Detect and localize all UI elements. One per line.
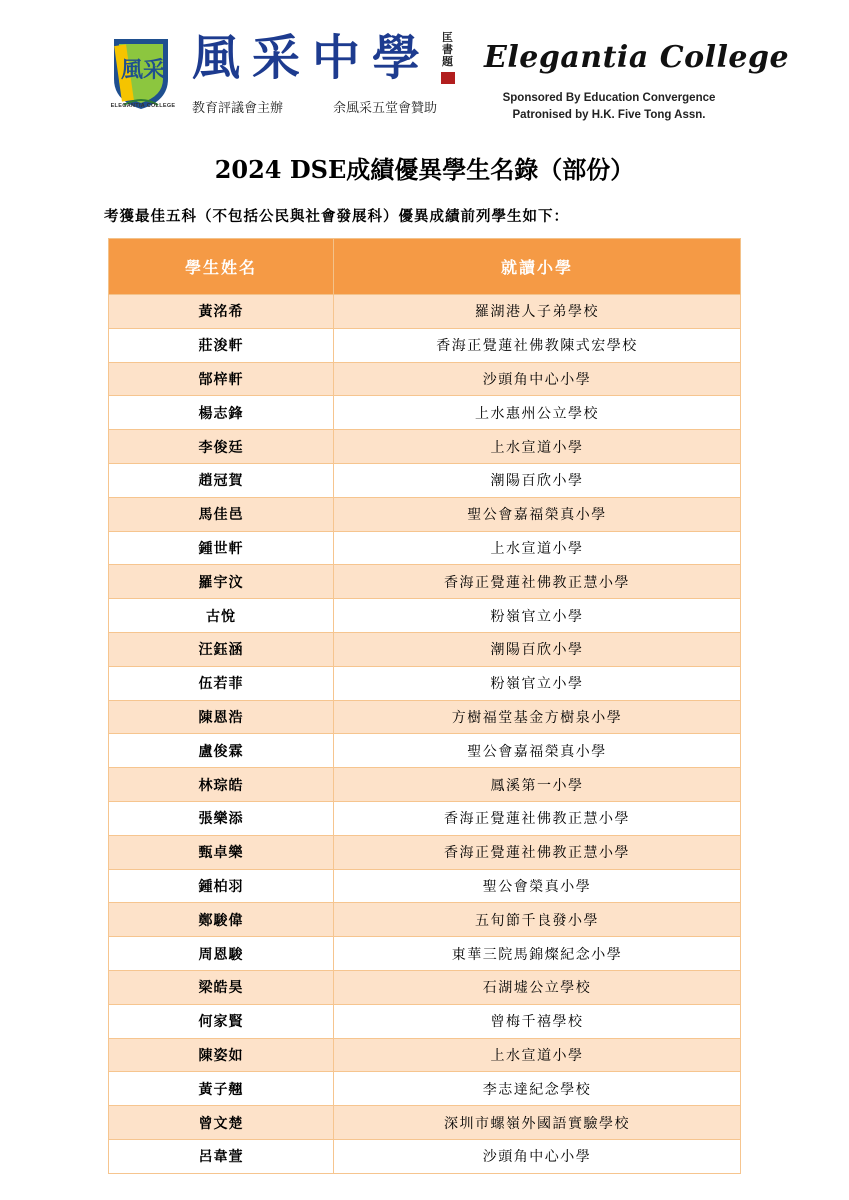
primary-school-cell: 李志達紀念學校 (334, 1072, 741, 1106)
student-name-cell: 趙冠賀 (109, 463, 334, 497)
student-name-cell: 楊志鋒 (109, 396, 334, 430)
intro-text: 考獲最佳五科（不包括公民與社會發展科）優異成績前列學生如下： (104, 209, 569, 225)
primary-school-cell: 香海正覺蓮社佛教正慧小學 (334, 801, 741, 835)
student-name-cell: 曾文楚 (109, 1106, 334, 1140)
student-name-cell: 郜梓軒 (109, 362, 334, 396)
primary-school-cell: 上水宣道小學 (334, 1038, 741, 1072)
table-row (109, 531, 741, 565)
primary-school-cell: 香海正覺蓮社佛教陳式宏學校 (334, 328, 741, 362)
table-row (109, 666, 741, 700)
table-row (109, 328, 741, 362)
table-row (109, 903, 741, 937)
student-name-cell: 何家賢 (109, 1004, 334, 1038)
student-name-cell: 伍若菲 (109, 666, 334, 700)
student-name-cell: 林琮皓 (109, 768, 334, 802)
primary-school-cell: 方樹福堂基金方樹泉小學 (334, 700, 741, 734)
student-name-cell: 甄卓樂 (109, 835, 334, 869)
table-row (109, 565, 741, 599)
table-row (109, 599, 741, 633)
table-row (109, 700, 741, 734)
table-row (109, 463, 741, 497)
table-row (109, 430, 741, 464)
header-primary-school: 就讀小學 (334, 239, 741, 295)
school-name-cn: 風采中學 (192, 30, 433, 86)
sponsor-text-en: Sponsored By Education Convergence (502, 92, 716, 104)
primary-school-cell: 聖公會嘉福榮真小學 (334, 497, 741, 531)
student-name-cell: 李俊廷 (109, 430, 334, 464)
table-body (109, 295, 741, 1174)
page-title: 2024 DSE成績優異學生名錄（部份） (214, 155, 635, 184)
results-table (108, 238, 741, 1174)
primary-school-cell: 沙頭角中心小學 (334, 1139, 741, 1173)
student-name-cell: 黃子翹 (109, 1072, 334, 1106)
primary-school-cell: 上水宣道小學 (334, 430, 741, 464)
primary-school-cell: 石湖墟公立學校 (334, 970, 741, 1004)
table-row (109, 1072, 741, 1106)
table-row (109, 1106, 741, 1140)
table-row (109, 768, 741, 802)
header-student-name: 學生姓名 (109, 239, 334, 295)
table-row (109, 1038, 741, 1072)
student-name-cell: 莊浚軒 (109, 328, 334, 362)
primary-school-cell: 聖公會嘉福榮真小學 (334, 734, 741, 768)
primary-school-cell: 深圳市螺嶺外國語實驗學校 (334, 1106, 741, 1140)
table-row (109, 362, 741, 396)
school-name-en: Elegantia College (484, 40, 790, 75)
primary-school-cell: 五旬節千良發小學 (334, 903, 741, 937)
table-row (109, 396, 741, 430)
svg-text:風采: 風采 (120, 57, 166, 83)
primary-school-cell: 潮陽百欣小學 (334, 463, 741, 497)
primary-school-cell: 上水惠州公立學校 (334, 396, 741, 430)
primary-school-cell: 聖公會榮真小學 (334, 869, 741, 903)
table-row (109, 835, 741, 869)
student-name-cell: 周恩駿 (109, 937, 334, 971)
red-seal-icon (441, 72, 455, 84)
student-name-cell: 陳恩浩 (109, 700, 334, 734)
primary-school-cell: 羅湖港人子弟學校 (334, 295, 741, 329)
primary-school-cell: 潮陽百欣小學 (334, 632, 741, 666)
calligrapher-signature: 匡書題 (442, 31, 453, 68)
primary-school-cell: 沙頭角中心小學 (334, 362, 741, 396)
student-name-cell: 古悅 (109, 599, 334, 633)
primary-school-cell: 香海正覺蓮社佛教正慧小學 (334, 835, 741, 869)
student-name-cell: 鍾世軒 (109, 531, 334, 565)
student-name-cell: 馬佳邑 (109, 497, 334, 531)
student-name-cell: 梁皓昊 (109, 970, 334, 1004)
student-name-cell: 盧俊霖 (109, 734, 334, 768)
table-row (109, 1139, 741, 1173)
table-row (109, 869, 741, 903)
student-name-cell: 鍾柏羽 (109, 869, 334, 903)
student-name-cell: 呂韋萱 (109, 1139, 334, 1173)
primary-school-cell: 香海正覺蓮社佛教正慧小學 (334, 565, 741, 599)
student-name-cell: 張樂添 (109, 801, 334, 835)
student-name-cell: 鄭駿偉 (109, 903, 334, 937)
table-row (109, 497, 741, 531)
primary-school-cell: 粉嶺官立小學 (334, 666, 741, 700)
student-name-cell: 汪鈺涵 (109, 632, 334, 666)
logo-caption: ELEGANTIA COLLEGE (110, 103, 176, 109)
table-row (109, 295, 741, 329)
primary-school-cell: 曾梅千禧學校 (334, 1004, 741, 1038)
patron-text-en: Patronised by H.K. Five Tong Assn. (512, 109, 706, 121)
primary-school-cell: 東華三院馬錦燦紀念小學 (334, 937, 741, 971)
primary-school-cell: 上水宣道小學 (334, 531, 741, 565)
table-row (109, 970, 741, 1004)
table-row (109, 801, 741, 835)
letterhead (0, 0, 849, 140)
organizer-text: 教育評議會主辦 (192, 101, 284, 116)
table-row (109, 632, 741, 666)
school-logo-icon (110, 35, 172, 111)
student-name-cell: 陳姿如 (109, 1038, 334, 1072)
table-row (109, 937, 741, 971)
primary-school-cell: 粉嶺官立小學 (334, 599, 741, 633)
table-row (109, 734, 741, 768)
table-row (109, 1004, 741, 1038)
table-header-row (109, 239, 741, 295)
student-name-cell: 羅宇汶 (109, 565, 334, 599)
student-name-cell: 黃洺希 (109, 295, 334, 329)
sponsor-text-cn: 余風采五堂會贊助 (333, 101, 438, 116)
primary-school-cell: 鳳溪第一小學 (334, 768, 741, 802)
